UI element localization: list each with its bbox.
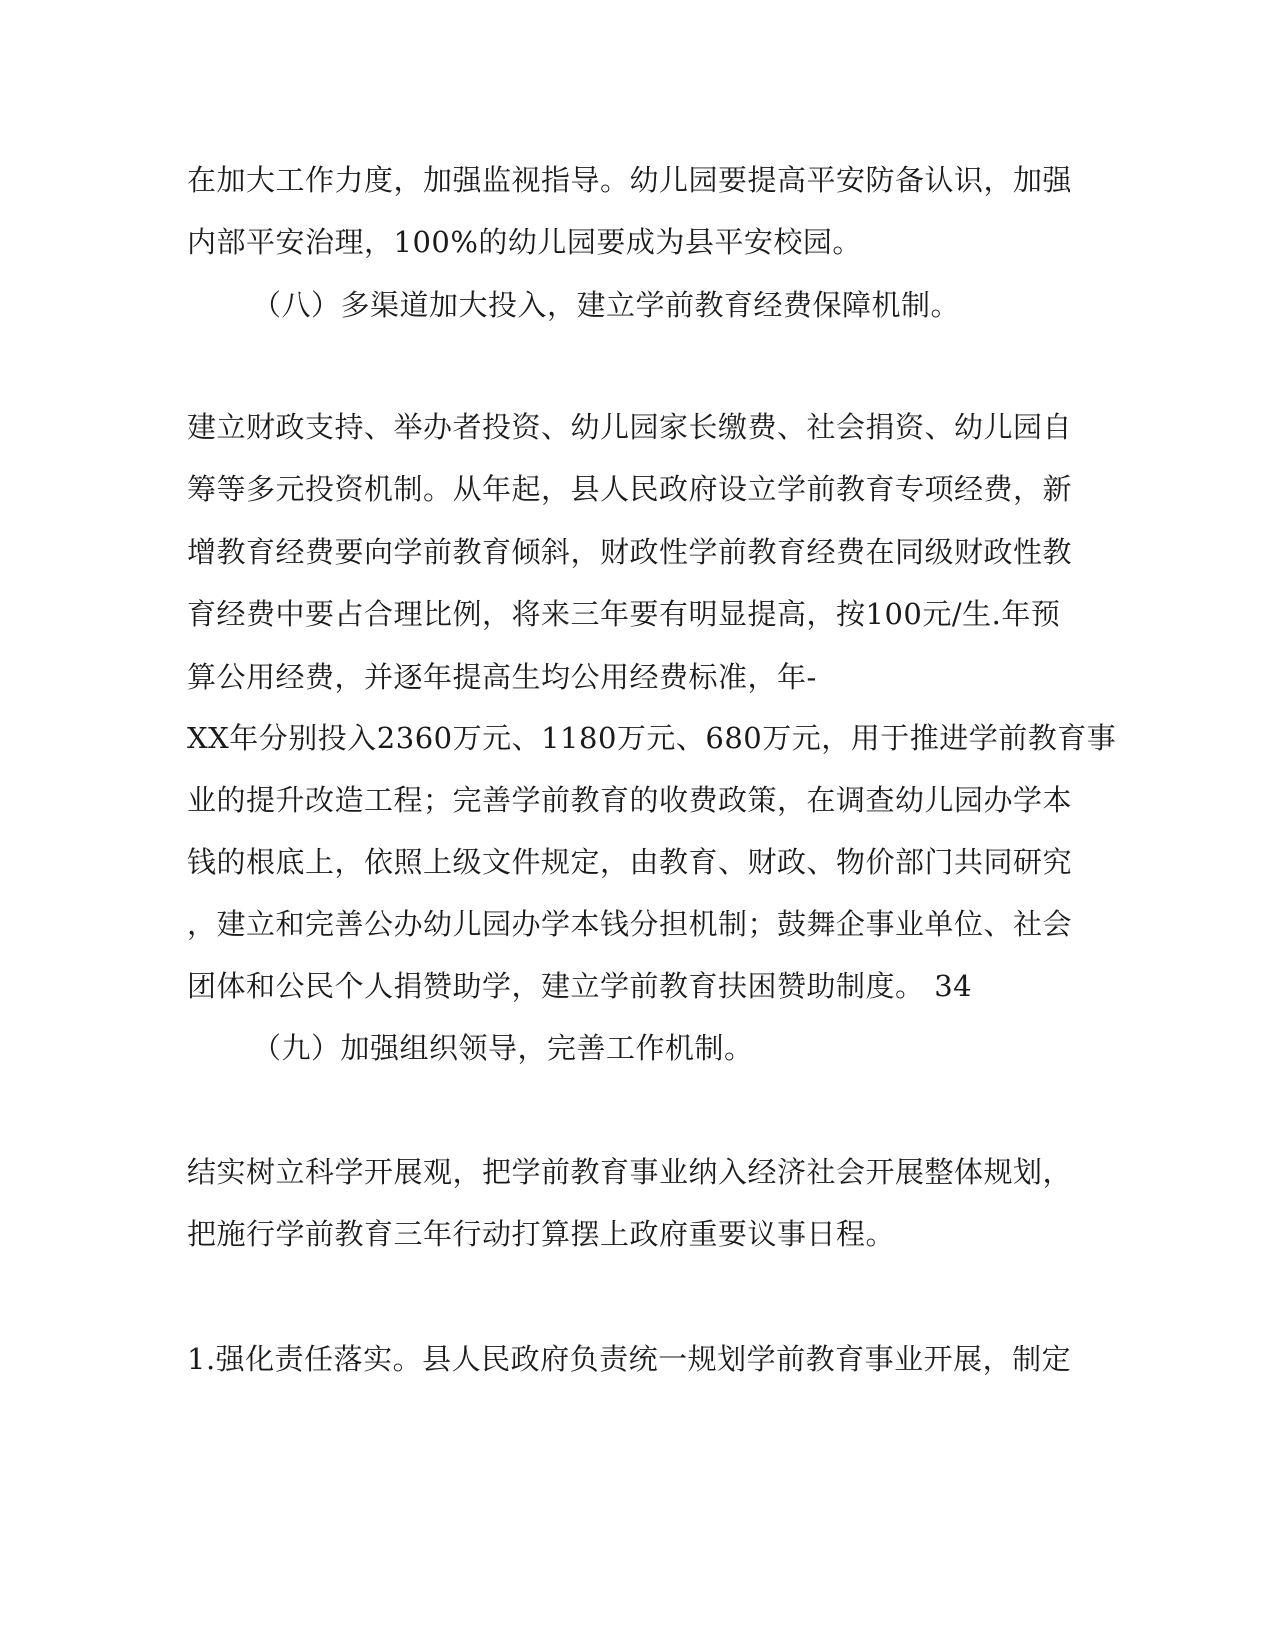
text-line-7: 算公用经费，并逐年提高生均公用经费标准，年- — [187, 660, 817, 694]
text-line-15: 1.强化责任落实。县人民政府负责统一规划学前教育事业开展，制定 — [187, 1342, 1072, 1376]
text-line-2: 内部平安治理，100%的幼儿园要成为县平安校园。 — [187, 225, 862, 259]
text-line-4: 筹等多元投资机制。从年起，县人民政府设立学前教育专项经费，新 — [187, 472, 1073, 506]
text-line-3: 建立财政支持、举办者投资、幼儿园家长缴费、社会捐资、幼儿园自 — [187, 410, 1073, 444]
text-line-12: 团体和公民个人捐赞助学，建立学前教育扶困赞助制度。 34 — [187, 969, 973, 1003]
text-line-6: 育经费中要占合理比例，将来三年要有明显提高，按100元/生.年预 — [187, 597, 1061, 631]
text-line-10: 钱的根底上，依照上级文件规定，由教育、财政、物价部门共同研究 — [187, 845, 1073, 879]
text-line-13: 结实树立科学开展观，把学前教育事业纳入经济社会开展整体规划， — [187, 1155, 1073, 1189]
text-line-5: 增教育经费要向学前教育倾斜，财政性学前教育经费在同级财政性教 — [187, 535, 1073, 569]
text-line-8: XX年分别投入2360万元、1180万元、680万元，用于推进学前教育事 — [187, 721, 1117, 755]
text-line-14: 把施行学前教育三年行动打算摆上政府重要议事日程。 — [187, 1217, 896, 1251]
section-heading-9: （九）加强组织领导，完善工作机制。 — [252, 1031, 754, 1065]
text-line-11: ，建立和完善公办幼儿园办学本钱分担机制；鼓舞企事业单位、社会 — [187, 907, 1073, 941]
text-line-9: 业的提升改造工程；完善学前教育的收费政策，在调查幼儿园办学本 — [187, 783, 1073, 817]
text-line-1: 在加大工作力度，加强监视指导。幼儿园要提高平安防备认识，加强 — [187, 163, 1073, 197]
section-heading-8: （八）多渠道加大投入，建立学前教育经费保障机制。 — [252, 288, 961, 322]
